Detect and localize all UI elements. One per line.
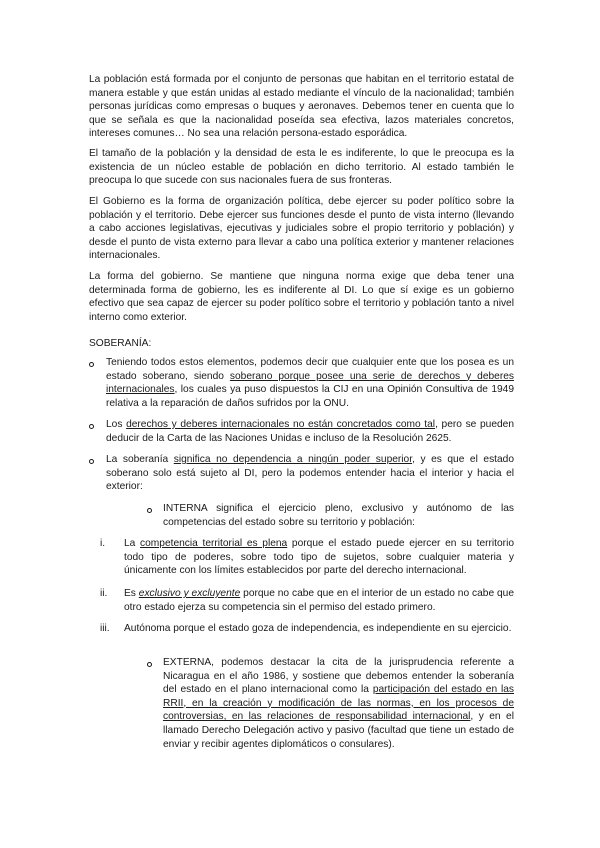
roman-3-text: Autónoma porque el estado goza de independencia, es independiente en su ejercicio. (124, 623, 512, 634)
roman-2-text-end: porque no cabe que en el interior de un estado no cabe que otro estado ejerza su competencia sin el permiso del estado primero. (124, 588, 514, 613)
paragraph-tamano: El tamaño de la población y la densidad de esta le es indiferente, lo que le preocupa es la existencia de un núcleo estable de población en dicho territorio. Al estado también le preocupa lo que sucede con sus nacionales fuera de sus fronteras. (89, 148, 514, 187)
bullet-2-text-end: , pero se pueden deducir de la Carta de las Naciones Unidas e incluso de la Resolución 2625. (106, 419, 514, 444)
bullet-item-3 (106, 453, 514, 494)
section-heading-soberania: SOBERANÍA: (89, 338, 152, 349)
bullet-1-underlined: soberano porque posee una serie de derechos y deberes internacionales (106, 370, 514, 396)
bullet-item-2 (106, 418, 514, 445)
bullet-icon (89, 424, 94, 429)
externa-underlined: participación del estado en las RRII, en la creación y modificación de las normas, en los procesos de controversias, en las relaciones de responsabilidad internacional (163, 684, 515, 723)
bullet-icon (89, 459, 94, 464)
bullet-icon (89, 362, 94, 367)
externa-text-start: EXTERNA, podemos destacar la cita de la jurisprudencia referente a Nicaragua en el año 1986, y sostiene que debemos entender la soberanía del estado en el plano internacional como la (163, 657, 514, 696)
externa-paragraph (163, 656, 514, 751)
sub-bullet-icon (147, 508, 152, 513)
bullet-1-text-start: Teniendo todos estos elementos, podemos decir que cualquier ente que los posea es un estado soberano, siendo (106, 357, 514, 382)
paragraph-gobierno: El Gobierno es la forma de organización política, debe ejercer su poder político sobre la población y el territorio. Debe ejercer sus funciones desde el punto de vista interno (llevando a cabo acciones legislativas, ejecutivas y judiciales sobre el propio territorio y población) y desde el punto de vista externo para llevar a cabo una política exterior y mantener relaciones internacionales. (89, 196, 514, 262)
bullet-3-text-end: , y es que el estado soberano solo está sujeto al DI, pero la podemos entender hacia el interior y hacia el exterior: (106, 454, 514, 493)
roman-item-3 (124, 622, 514, 636)
roman-2-italic: exclusivo y excluyente (138, 588, 241, 599)
sub-bullet-icon (147, 662, 152, 667)
paragraph-poblacion: La población está formada por el conjunto de personas que habitan en el territorio estatal de manera estable y que están unidas al estado mediante el vínculo de la nacionalidad; también personas jurídicas como empresas o buques y aeronaves. Debemos tener en cuenta que lo que se señala es que la nacionalidad poseída sea efectiva, lazos materiales concretos, intereses comunes… No sea una relación persona-estado esporádica. (89, 74, 514, 140)
bullet-3-text-start: La soberanía (106, 454, 174, 465)
paragraph-forma: La forma del gobierno. Se mantiene que ninguna norma exige que deba tener una determinada forma de gobierno, les es indiferente al DI. Lo que sí exige es un gobierno efectivo que sea capaz de ejercer su poder político sobre el territorio y población tanto a nivel interno como exterior. (89, 271, 514, 323)
roman-1-text-end: porque el estado puede ejercer en su territorio todo tipo de poderes, sobre todo tipo de sujetos, sobre cualquier materia y únicamente con los límites establecidos por parte del derecho internacional. (124, 538, 514, 577)
roman-numeral-iii: iii. (100, 623, 110, 634)
roman-1-text-start: La (124, 538, 141, 549)
bullet-2-text-start: Los (106, 419, 127, 430)
roman-2-text-start: Es (124, 588, 139, 599)
roman-item-2 (124, 587, 514, 614)
roman-item-1 (124, 537, 514, 578)
interna-paragraph: INTERNA significa el ejercicio pleno, exclusivo y autónomo de las competencias del estado sobre su territorio y población: (163, 503, 514, 528)
bullet-1-text-end: , los cuales ya puso dispuestos la CIJ en una Opinión Consultiva de 1949 relativa a la reparación de daños sufridos por la ONU. (106, 384, 514, 409)
bullet-item-1 (106, 356, 514, 410)
externa-text-middle: , y en el llamado Derecho Delegación activo y pasivo (163, 711, 514, 736)
bullet-2-underlined: derechos y deberes internacionales no están concretados como tal (126, 419, 436, 430)
bullet-3-underlined: significa no dependencia a ningún poder superior (173, 454, 413, 465)
roman-numeral-i: i. (100, 538, 106, 549)
roman-numeral-ii: ii. (100, 588, 108, 599)
roman-1-underlined: competencia territorial es plena (140, 538, 288, 549)
externa-text-end: (facultad que tiene un estado de enviar y recibir agentes diplomáticos o consulares). (163, 724, 514, 750)
